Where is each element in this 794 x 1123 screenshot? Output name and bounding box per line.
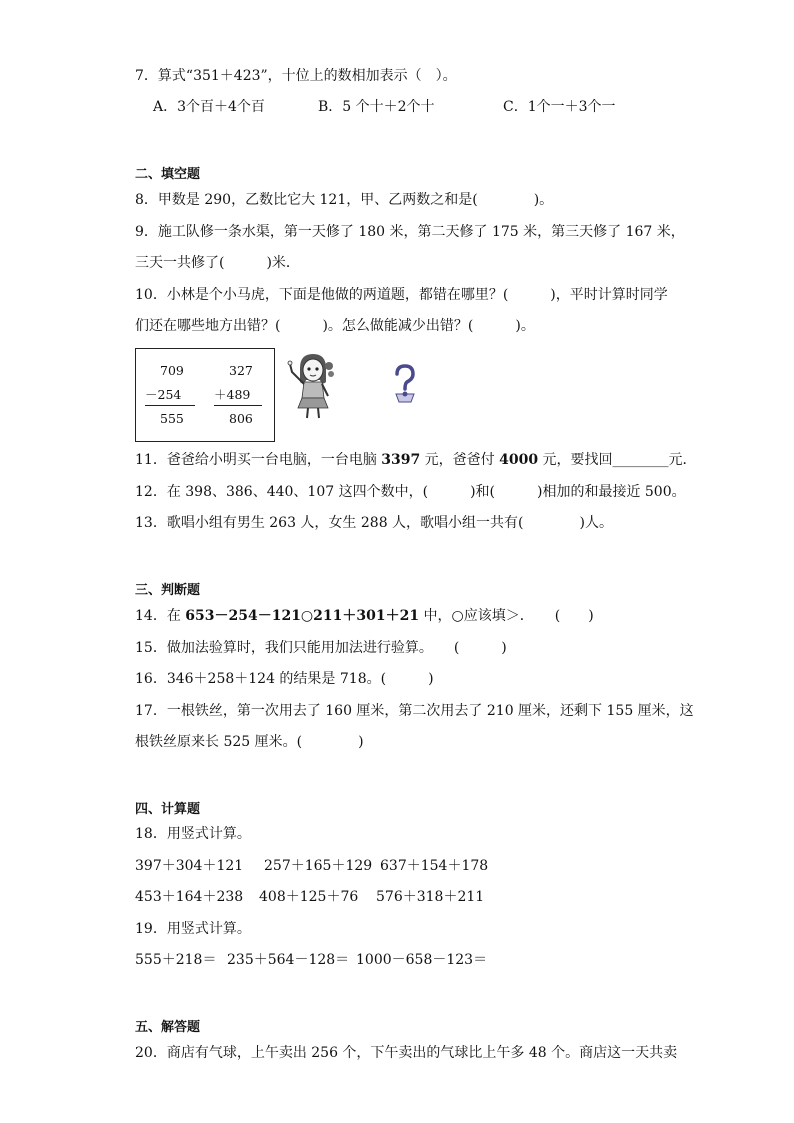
question-20: 20．商店有气球，上午卖出 256 个，下午卖出的气球比上午多 48 个。商店这一天共卖	[135, 1045, 678, 1061]
q11-text-e: 元，要找回________元．	[538, 452, 697, 468]
q18-expr-6: 576＋318＋211	[376, 889, 485, 905]
question-11	[135, 450, 697, 470]
question-10-line2: 们还在哪些地方出错？( )。怎么做能减少出错？( )。	[135, 318, 535, 334]
section-solve-heading: 五、解答题	[135, 1020, 201, 1035]
q18-expr-5: 408＋125＋76	[259, 889, 359, 905]
q14-expression: 653－254－121○211＋301＋21	[185, 608, 420, 624]
question-16: 16．346＋258＋124 的结果是 718。( )	[135, 671, 434, 687]
q7-option-c: C．1个一＋3个一	[503, 99, 616, 115]
q18-expr-2: 257＋165＋129	[264, 858, 373, 874]
q7-option-b: B．5 个十＋2个十	[318, 99, 435, 115]
q19-expr-1: 555＋218＝	[135, 952, 217, 968]
q18-expr-4: 453＋164＋238	[135, 889, 244, 905]
q19-expr-3: 1000－658－123＝	[356, 952, 488, 968]
question-19: 19．用竖式计算。	[135, 921, 251, 937]
add-underline	[214, 405, 262, 406]
sub-top-number: 709	[160, 363, 184, 378]
q7-option-a: A．3个百＋4个百	[153, 99, 265, 115]
q11-price: 3397	[381, 452, 421, 468]
q18-expr-3: 637＋154＋178	[380, 858, 489, 874]
q19-expr-2: 235＋564－128＝	[227, 952, 350, 968]
question-18: 18．用竖式计算。	[135, 826, 251, 842]
add-top-number: 327	[229, 363, 253, 378]
section-fill-heading: 二、填空题	[135, 167, 201, 182]
q14-text-a: 14．在	[135, 608, 186, 624]
question-mark-icon	[393, 364, 417, 408]
sub-underline	[145, 405, 195, 406]
question-10-line1: 10．小林是个小马虎，下面是他做的两道题，都错在哪里？( )，平时计算时同学	[135, 287, 668, 303]
error-calculation-box	[135, 348, 275, 442]
girl-illustration-icon	[286, 352, 336, 426]
section-calc-heading: 四、计算题	[135, 802, 201, 817]
question-15: 15．做加法验算时，我们只能用加法进行验算。 ( )	[135, 640, 507, 656]
add-result: 806	[229, 411, 253, 426]
question-9-line1: 9．施工队修一条水渠，第一天修了 180 米，第二天修了 175 米，第三天修了 167 米，	[135, 224, 685, 240]
q11-text-a: 11．爸爸给小明买一台电脑，一台电脑	[135, 452, 382, 468]
add-addend-line: ＋489	[214, 387, 251, 402]
question-13: 13．歌唱小组有男生 263 人，女生 288 人，歌唱小组一共有( )人。	[135, 515, 613, 531]
q11-paid: 4000	[499, 452, 539, 468]
q18-expr-1: 397＋304＋121	[135, 858, 244, 874]
q11-text-c: 元，爸爸付	[420, 452, 500, 468]
question-8: 8．甲数是 290，乙数比它大 121，甲、乙两数之和是( )。	[135, 192, 554, 208]
question-17-line1: 17．一根铁丝，第一次用去了 160 厘米，第二次用去了 210 厘米，还剩下 155 厘米，这	[135, 703, 694, 719]
question-17-line2: 根铁丝原来长 525 厘米。( )	[135, 734, 364, 750]
question-14	[135, 606, 594, 626]
question-7: 7．算式“351＋423”，十位上的数相加表示（ ）。	[135, 68, 457, 84]
section-judge-heading: 三、判断题	[135, 583, 201, 598]
question-12: 12．在 398、386、440、107 这四个数中，( )和( )相加的和最接近 500。	[135, 484, 686, 500]
sub-result: 555	[160, 411, 184, 426]
sub-minuend-line: －254	[145, 387, 182, 402]
question-9-line2: 三天一共修了( )米．	[135, 255, 300, 271]
q14-text-c: 中，○应该填＞． ( )	[419, 608, 594, 624]
